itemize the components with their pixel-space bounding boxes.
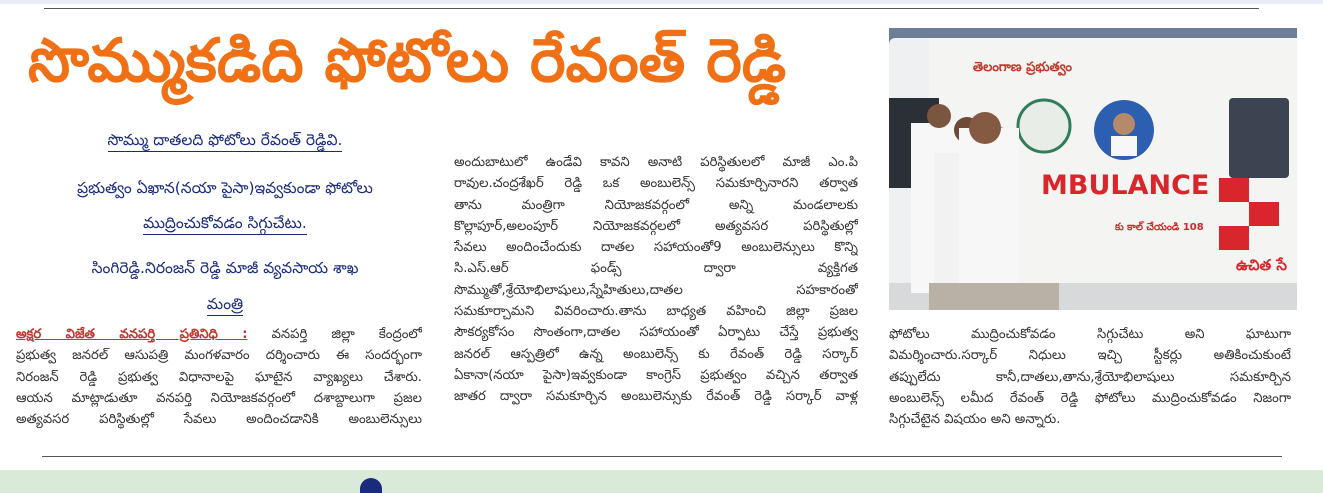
van-number-text: కు కాల్ చేయండి 108 [1115,222,1204,233]
col2-line-4: కొల్లాపూర్,అలంపూర్ నియోజకవర్గలలో అత్యవసర పరిస్థితుల్లో [454,218,858,234]
byline: అక్షర విజేత వనపర్తి ప్రతినిధి : [16,327,248,342]
col3-line-3: తప్పులేదు కానీ,దాతలు,తాను,శ్రేయోభిలాషులు సమకూర్చిన [889,369,1291,385]
footer-logo-icon [360,478,382,493]
free-service-text: ఉచిత సే [1236,256,1287,274]
van-top-text: తెలంగాణ ప్రభుత్వం [973,60,1072,75]
subhead-1 [20,130,430,150]
subhead-3-text: ముద్రించుకోవడం సిగ్గుచేటు. [143,214,307,235]
article-column-3 [889,324,1291,430]
ambulance-photo [889,28,1297,310]
col2-line-11: ఏకానా(నయా పైసా)ఇవ్వకుండా కాంగ్రెస్ ప్రభుత్వం వచ్చిన తర్వాత [454,367,858,383]
col2-line-5: సేవలు అందించేందుకు దాతల సహాయంతో9 అంబులెన్సులు కొన్ని [454,240,858,256]
col2-line-6: సి.ఎస్.ఆర్ ఫండ్స్ ద్వారా వ్యక్తిగత [454,261,858,277]
col1-line-5: అత్యవసర పరిస్థితుల్లో సేవలు అందించడానికి అంబులెన్సులు [16,412,422,428]
subhead-3 [20,213,430,233]
col2-line-2: రావుల.చంద్రశేఖర్ రెడ్డి ఒక అంబులెన్స్ సమకూర్చినారని తర్వాత [454,176,858,192]
col2-line-7: సొమ్ముతో,శ్రేయోభిలాషులు,స్నేహితులు,దాతల సహకారంతో [454,282,858,298]
col2-line-8: సమకూర్చామని వివరించారు.తాను బాధ్యత వహించి జిల్లా ప్రజల [454,304,858,320]
top-band [0,0,1323,4]
subhead-4: సింగిరెడ్డి.నిరంజన్ రెడ్డి మాజీ వ్యవసాయ శాఖ [91,259,359,277]
col2-line-10: జనరల్ ఆస్పత్రిలో ఉన్న అంబులెన్స్ కు రేవంత్ రెడ్డి సర్కార్ [454,346,858,362]
article-column-2 [454,152,858,408]
headline: సొమ్ముకడిది ఫోటోలు రేవంత్ రెడ్డి [28,26,787,96]
footer-band [0,470,1323,493]
col2-line-3: తాను మంత్రిగా నియోజకవర్గంలో అన్ని మండలాలకు [454,197,858,213]
col2-line-1: అందుబాటులో ఉండేవి కావని అనాటి పరిస్థితులలో మాజీ ఎం.పి [454,155,858,170]
col1-line-1-text: వనపర్తి జిల్లా కేంద్రంలో [271,327,422,342]
subhead-5 [20,294,430,314]
col2-line-9: సౌకర్యకోసం సొంతంగా,దాతల సహాయంతో ఏర్పాటు చేస్తే ప్రభుత్వ [454,325,858,341]
col3-line-2: విమర్శించారు.సర్కార్ నిధులు ఇచ్చి స్టీకర్లు అతికించుకుంటే [889,348,1291,364]
subhead-5-text: మంత్రి [207,295,243,316]
col1-line-1 [16,324,422,345]
col3-line-1: ఫోటోలు ముద్రించుకోవడం సిగ్గుచేటు అని ఘాటుగా [889,327,1291,342]
col3-line-4: అంబులెన్స్ లమీద రేవంత్ రెడ్డి ఫోటోలు ముద్రించుకోవడం నిజంగా [889,390,1291,406]
col3-line-5: సిగ్గుచేటైన విషయం అని అన్నారు. [889,412,1061,428]
article-column-1 [16,324,422,430]
bottom-rule [42,456,1282,457]
col2-line-12: జాతర ద్వారా సమకూర్చిన అంబులెన్సుకు రేవంత్ రెడ్డి సర్కార్ వాళ్ల [454,389,858,405]
ambulance-label: MBULANCE [1041,170,1210,201]
subhead-2: ప్రభుత్వం ఏఖాన(నయా పైసా)ఇవ్వకుండా ఫోటోలు [77,179,373,197]
col1-line-4: ఆయన మాట్లాడుతూ వనపర్తి నియోజకవర్గంలో దశాబ్దాలుగా ప్రజల [16,390,422,406]
top-rule [44,8,1259,9]
subhead-1-text: సొమ్ము దాతలది ఫోటోలు రేవంత్ రెడ్డివి. [108,131,343,152]
col1-line-3: నిరంజన్ రెడ్డి ప్రభుత్వ విధానాలపై ఘాటైన వ్యాఖ్యలు చేశారు. [16,369,422,385]
col1-line-2: ప్రభుత్వ జనరల్ ఆసుపత్రి మంగళవారం దర్శించారు ఈ సందర్భంగా [16,348,422,364]
